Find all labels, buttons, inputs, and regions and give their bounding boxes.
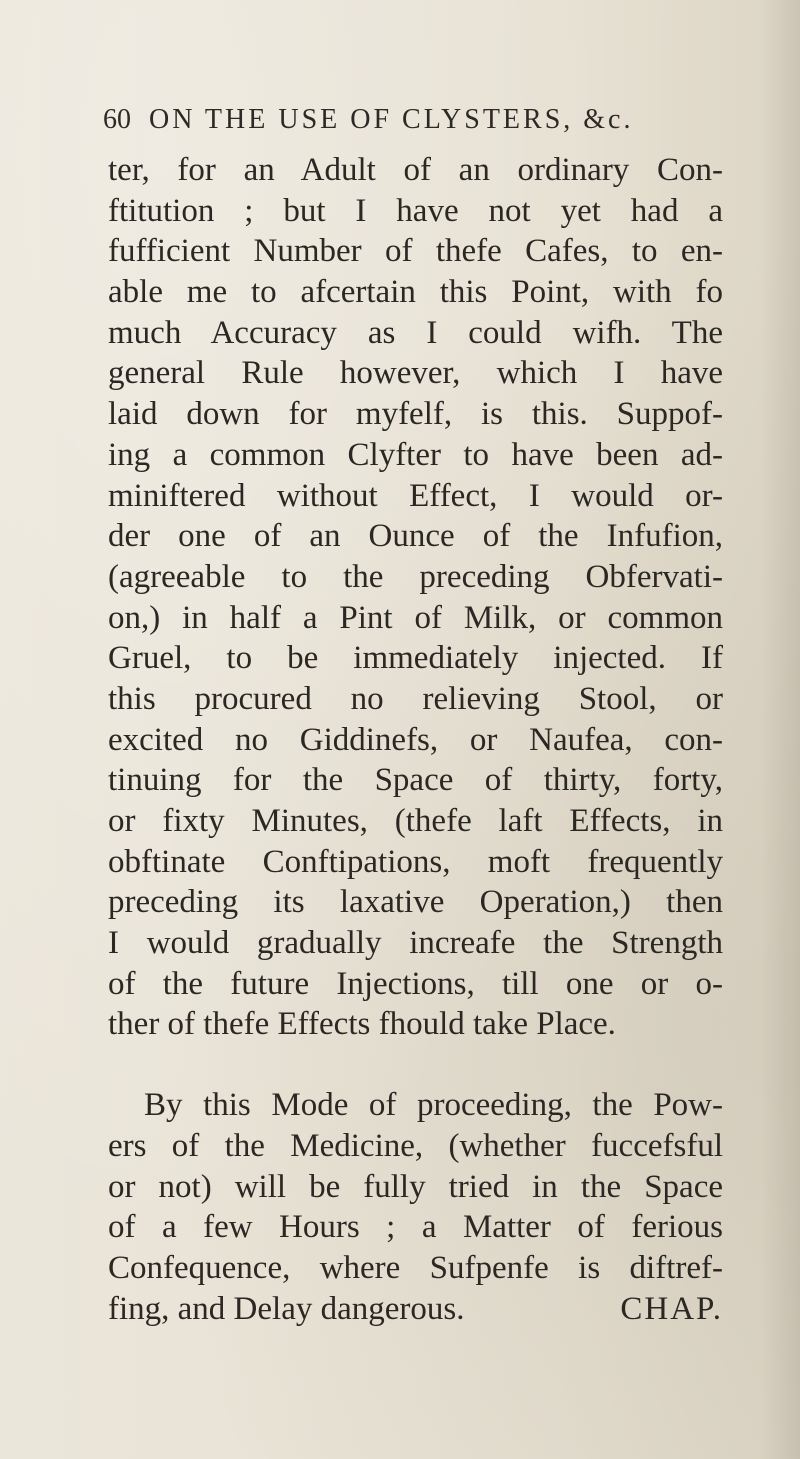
text-line: much Accuracy as I could wifh. The (108, 314, 723, 351)
text-line: miniftered without Effect, I would or- (108, 477, 723, 514)
text-line: ing a common Clyfter to have been ad- (108, 436, 723, 473)
text-line: By this Mode of proceeding, the Pow- (144, 1087, 723, 1124)
final-line-text: fing, and Delay dangerous. (108, 1290, 465, 1327)
body-text (108, 150, 723, 1329)
text-line: (agreeable to the preceding Obfervati- (108, 558, 723, 595)
text-line: laid down for myfelf, is this. Suppof- (108, 396, 723, 433)
text-line: excited no Giddinefs, or Naufea, con- (108, 721, 723, 758)
text-line: fufficient Number of thefe Cafes, to en- (108, 233, 723, 270)
text-line: of the future Injections, till one or o- (108, 965, 723, 1002)
paragraph-1 (108, 150, 723, 1045)
catchword: CHAP. (620, 1290, 723, 1327)
text-line: der one of an Ounce of the Infufion, (108, 518, 723, 555)
text-line: ter, for an Adult of an ordinary Con- (108, 152, 723, 188)
page-number: 60 (103, 104, 131, 135)
text-line: preceding its laxative Operation,) then (108, 884, 723, 921)
text-line: of a few Hours ; a Matter of ferious (108, 1209, 723, 1246)
running-title: ON THE USE OF CLYSTERS, &c. (149, 104, 634, 135)
text-line: able me to afcertain this Point, with fo (108, 274, 723, 311)
text-line: tinuing for the Space of thirty, forty, (108, 762, 723, 799)
text-line: or fixty Minutes, (thefe laft Effects, in (108, 803, 723, 839)
text-line: I would gradually increafe the Strength (108, 925, 723, 962)
text-line: general Rule however, which I have (108, 355, 723, 392)
text-line: ers of the Medicine, (whether fuccefsful (108, 1127, 723, 1164)
text-line: or not) will be fully tried in the Space (108, 1168, 723, 1205)
page-edge-shadow (760, 0, 800, 1459)
paragraph-gap (108, 1045, 723, 1085)
paragraph-2 (108, 1085, 723, 1329)
final-line (108, 1289, 723, 1330)
text-line: obftinate Conftipations, moft frequently (108, 843, 723, 880)
text-line: ther of thefe Effects fhould take Place. (108, 1006, 616, 1043)
text-line: Gruel, to be immediately injected. If (108, 640, 723, 677)
text-line: Confequence, where Sufpenfe is diftref- (108, 1249, 723, 1286)
text-line: this procured no relieving Stool, or (108, 680, 723, 717)
text-line: on,) in half a Pint of Milk, or common (108, 599, 723, 636)
text-line: ftitution ; but I have not yet had a (108, 192, 723, 229)
running-head (103, 104, 723, 136)
